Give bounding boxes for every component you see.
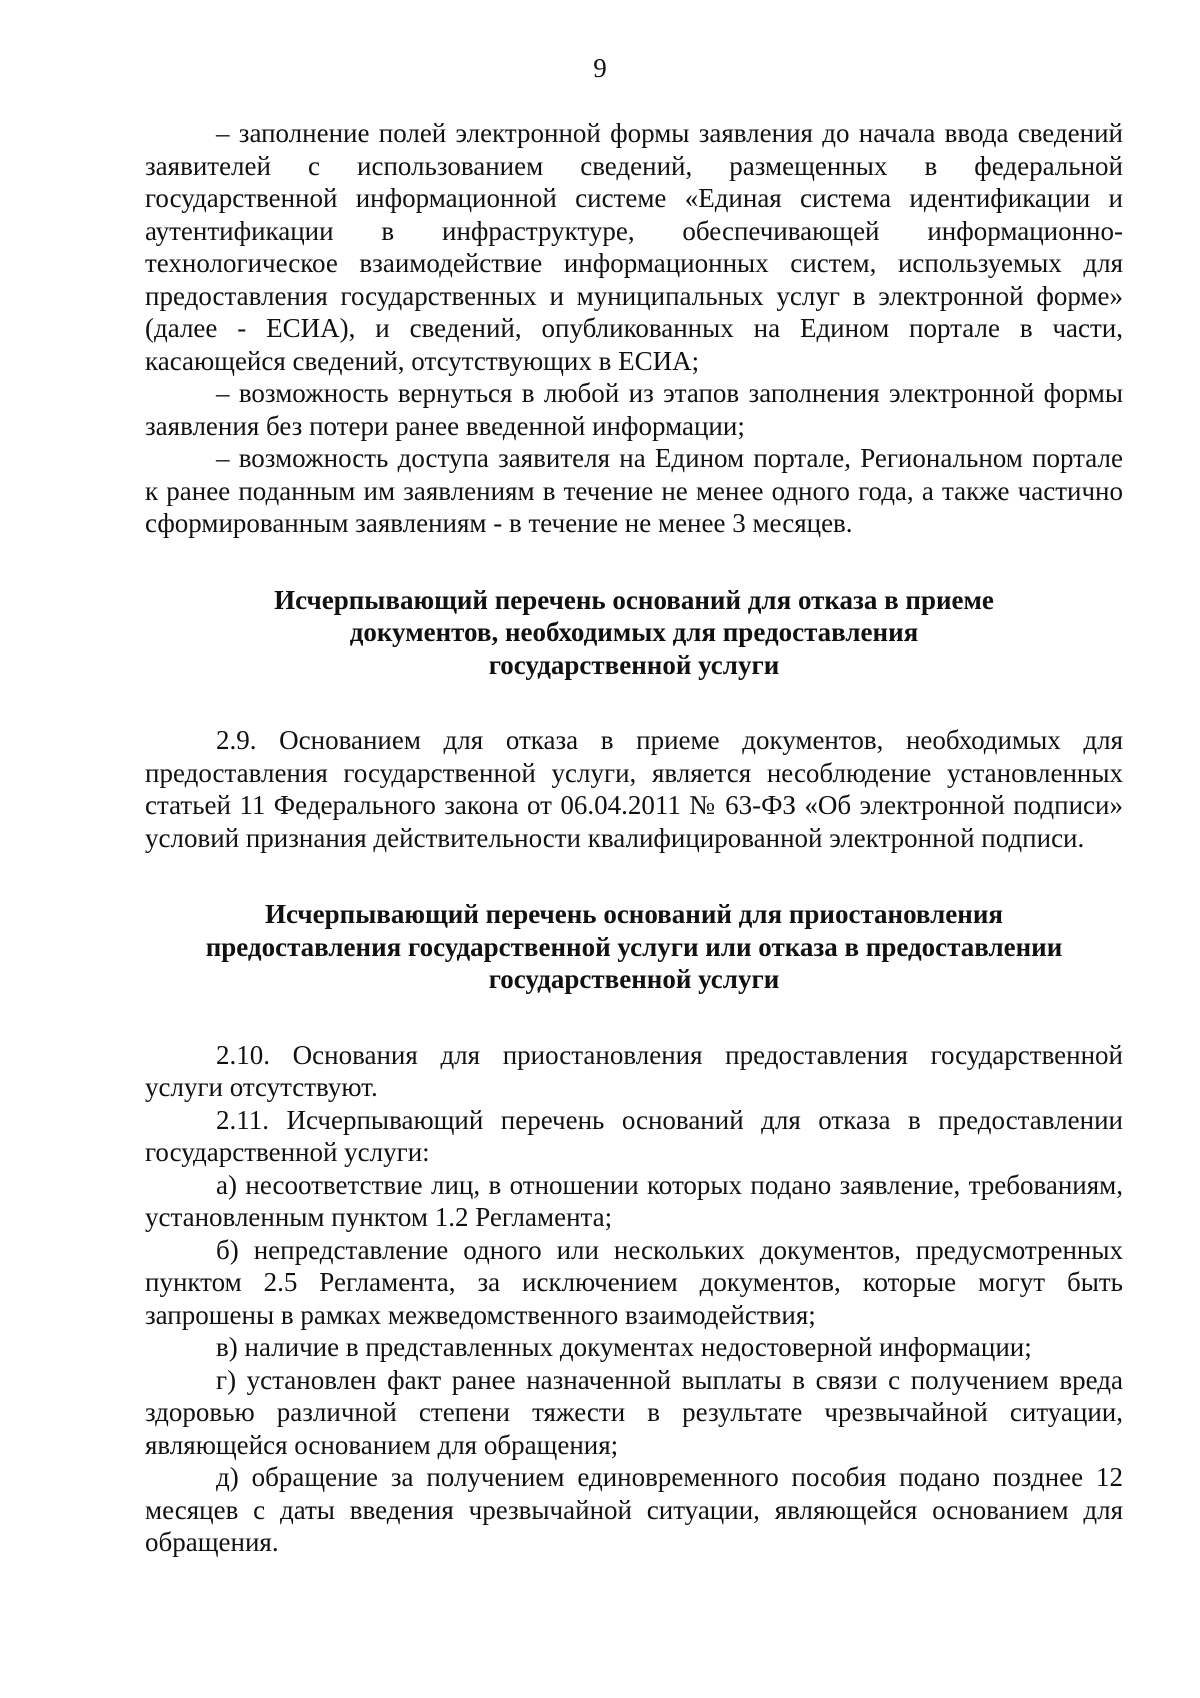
list-item-d: д) обращение за получением единовременного пособия подано позднее 12 месяцев с даты введения чрезвычайной ситуации, являющейся основанием для обращения. [145, 1462, 1123, 1557]
paragraph: – возможность вернуться в любой из этапов заполнения электронной формы заявления без потери ранее введенной информации; [145, 378, 1123, 441]
section-heading-suspension-or-refusal [145, 898, 1123, 996]
paragraph: – возможность доступа заявителя на Едином портале, Региональном портале к ранее поданным им заявлениям в течение не менее одного года, а также частично сформированным заявлениям - в течение не менее 3 месяцев. [145, 443, 1123, 538]
paragraph: – заполнение полей электронной формы заявления до начала ввода сведений заявителей с использованием сведений, размещенных в федеральной государственной информационной системе «Единая система идентификации и аутентификации в инфраструктуре, обеспечивающей информационно-технологическое взаимодействие информационных систем, используемых для предоставления государственных и муниципальных услуг в электронной форме» (далее - ЕСИА), и сведений, опубликованных на Едином портале в части, касающейся сведений, отсутствующих в ЕСИА; [145, 118, 1123, 376]
list-item-a: а) несоответствие лиц, в отношении которых подано заявление, требованиям, установленным пунктом 1.2 Регламента; [145, 1169, 1123, 1232]
list-item-g: г) установлен факт ранее назначенной выплаты в связи с получением вреда здоровью различной степени тяжести в результате чрезвычайной ситуации, являющейся основанием для обращения; [145, 1364, 1123, 1460]
section-heading-refusal-of-documents [145, 584, 1123, 682]
paragraph: 2.9. Основанием для отказа в приеме документов, необходимых для предоставления государственной услуги, является несоблюдение установленных статьей 11 Федерального закона от 06.04.2011 № 63-ФЗ «Об электронной подписи» условий признания действительности квалифицированной электронной подписи. [145, 725, 1123, 853]
paragraph: 2.10. Основания для приостановления предоставления государственной услуги отсутствуют. [145, 1039, 1123, 1102]
document-body [145, 117, 1123, 1559]
list-item-b: б) непредставление одного или нескольких документов, предусмотренных пунктом 2.5 Регламента, за исключением документов, которые могут быть запрошены в рамках межведомственного взаимодействия; [145, 1234, 1123, 1330]
list-item-v: в) наличие в представленных документах недостоверной информации; [216, 1332, 1032, 1362]
heading-line: государственной услуги [488, 649, 780, 680]
heading-line: государственной услуги [488, 964, 780, 994]
heading-line: Исчерпывающий перечень оснований для отказа в приеме [274, 584, 994, 615]
page-number: 9 [593, 53, 607, 83]
heading-line: предоставления государственной услуги или отказа в предоставлении [205, 931, 1063, 962]
paragraph: 2.11. Исчерпывающий перечень оснований для отказа в предоставлении государственной услуги: [145, 1104, 1123, 1167]
heading-line: документов, необходимых для предоставления [349, 617, 919, 647]
heading-line: Исчерпывающий перечень оснований для приостановления [264, 899, 1004, 929]
